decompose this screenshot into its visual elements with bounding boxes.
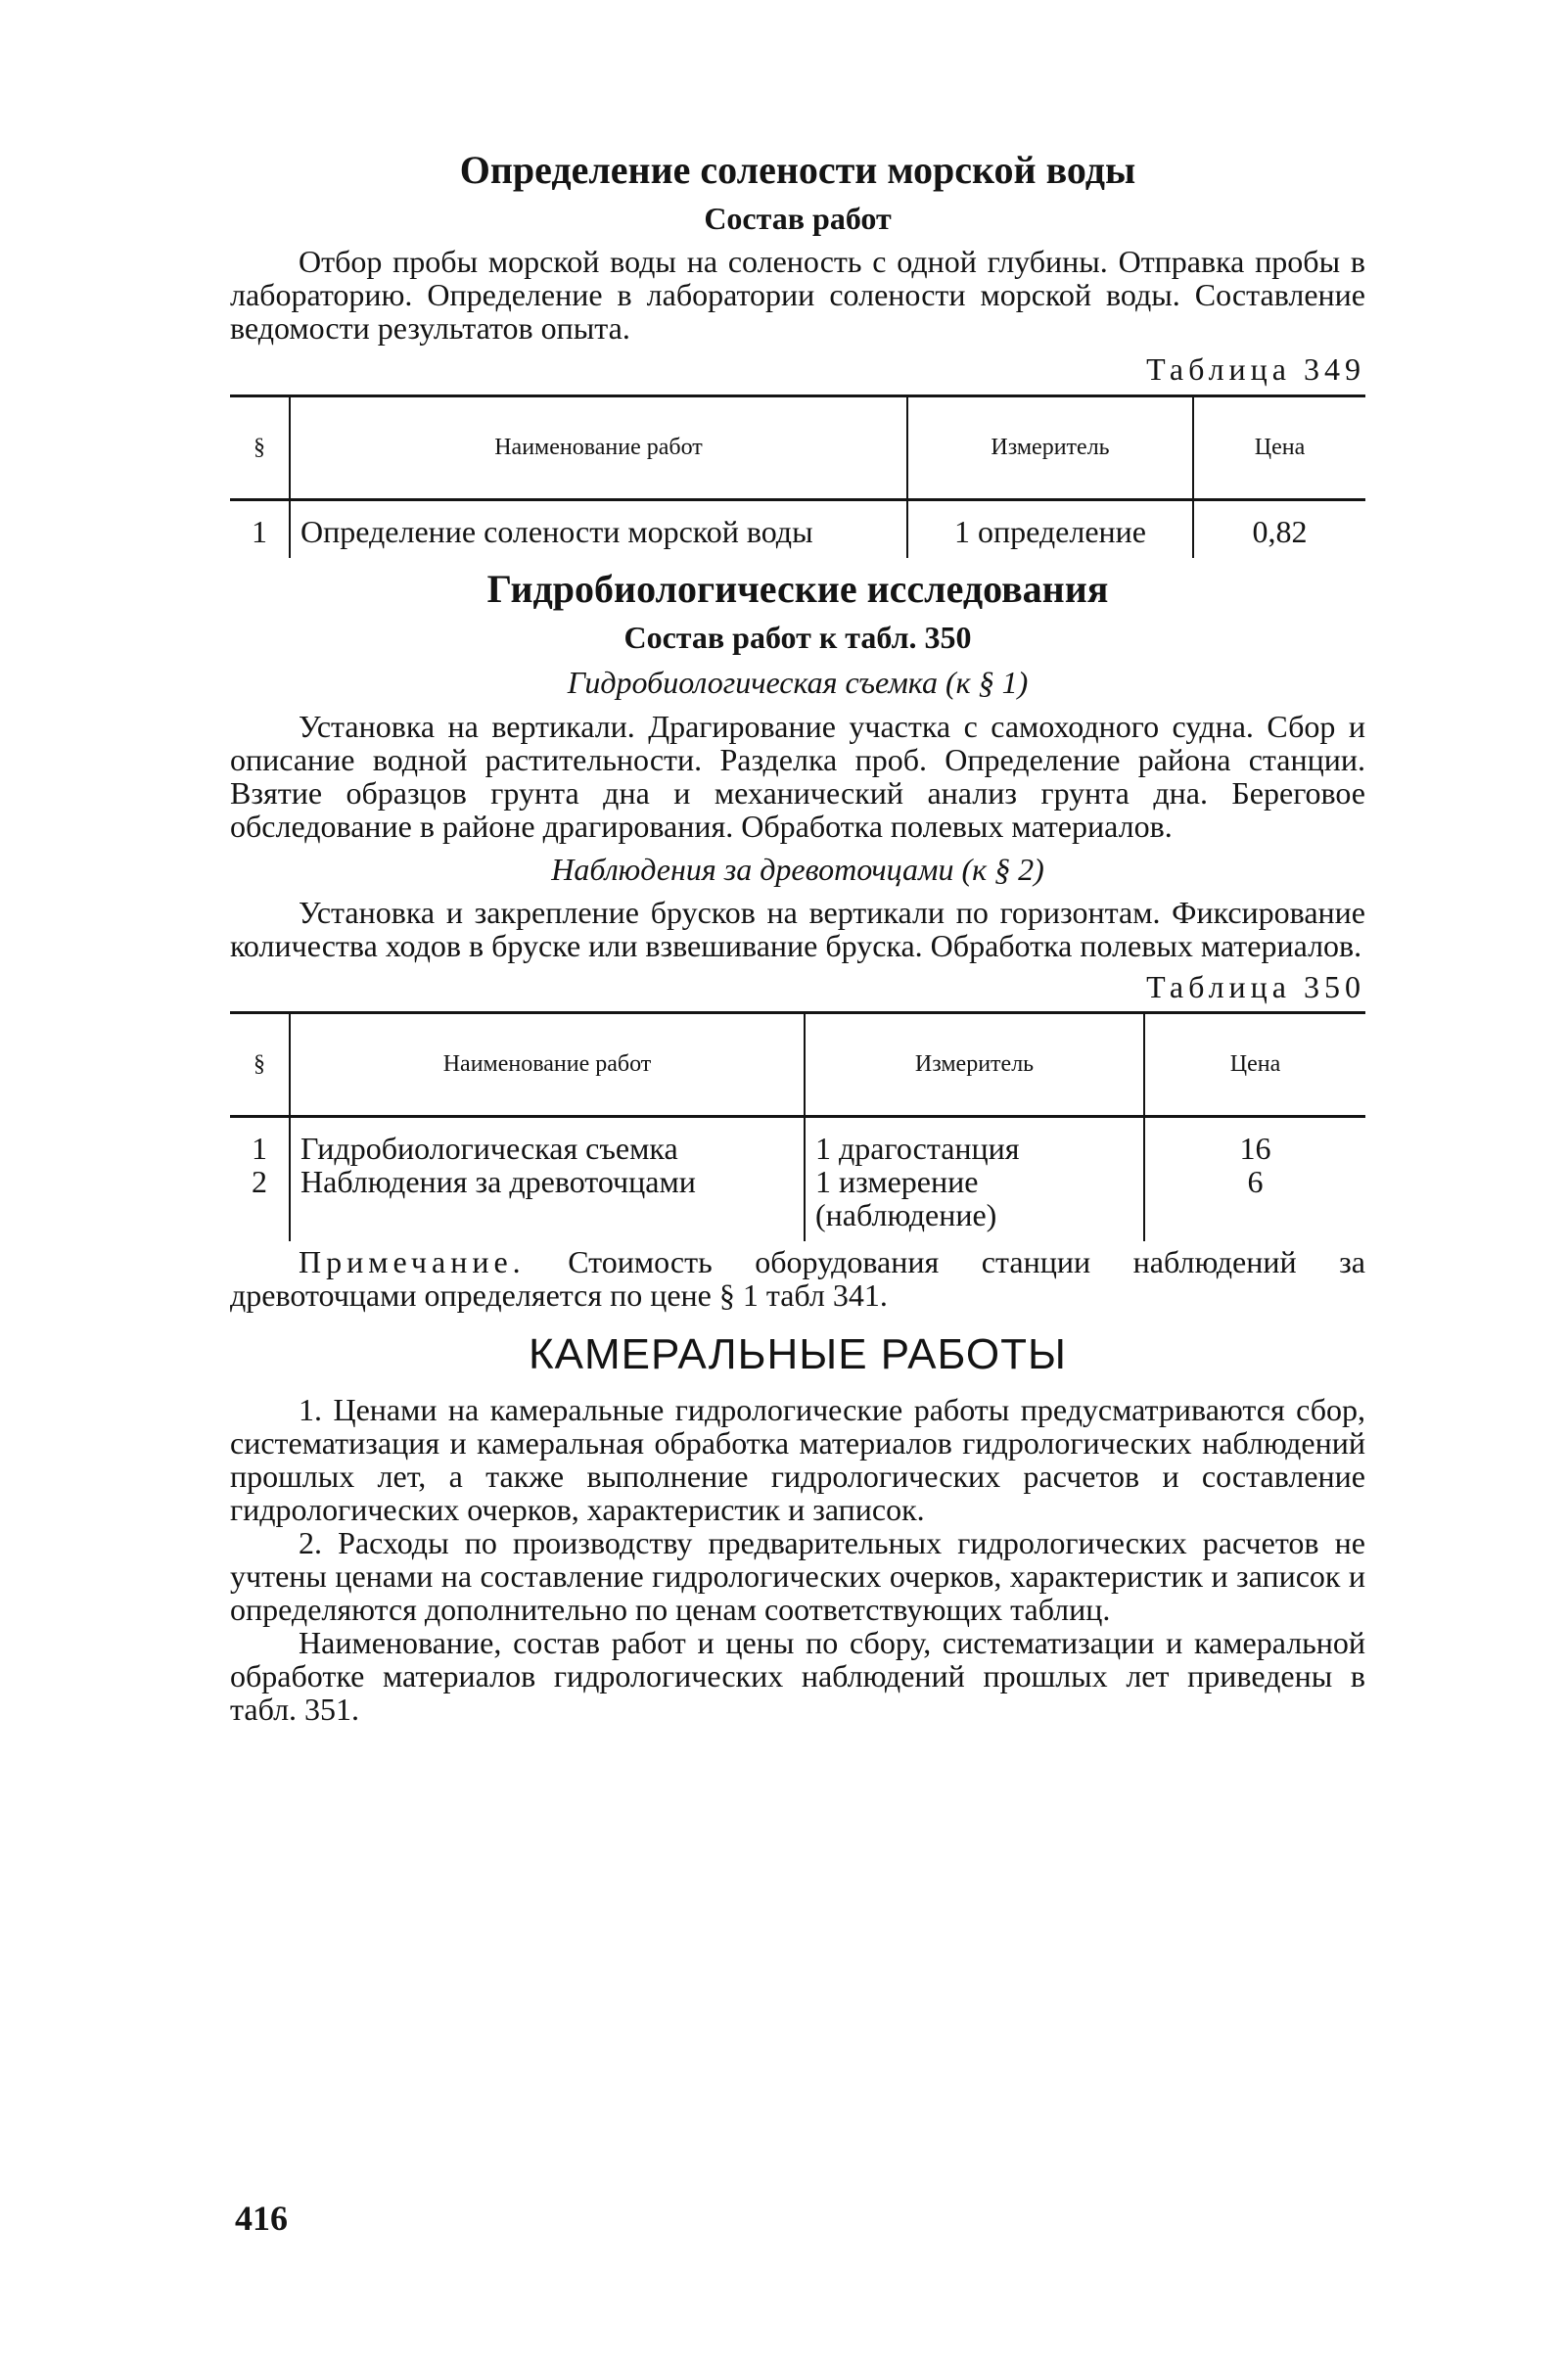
row-unit: 1 драгостанция	[805, 1117, 1144, 1166]
survey-description: Установка на вертикали. Драгирование участка с самоходного судна. Сбор и описание водной растительности. Разделка проб. Определение района станции. Взятие образцов грунта дна и механический анализ грунта дна. Береговое обследование в районе драгирования. Обработка полевых материалов.	[230, 708, 1365, 844]
salinity-description: Отбор пробы морской воды на соленость с одной глубины. Отправка пробы в лабораторию. Определение в лаборатории солености морской воды. Составление ведомости результатов опыта.	[230, 244, 1365, 347]
section-subtitle-works: Состав работ	[704, 201, 892, 236]
table-header-row	[230, 1013, 1365, 1117]
row-number: 1	[252, 1131, 267, 1167]
office-works-paragraph-3: Наименование, состав работ и цены по сбору, систематизации и камеральной обработке материалов гидрологических наблюдений прошлых лет приведены в табл. 351.	[230, 1625, 1365, 1728]
row-unit: 1 определение	[907, 499, 1193, 558]
col-header-section: §	[230, 1013, 290, 1117]
table-row	[230, 1165, 1365, 1241]
section-subtitle-works-350: Состав работ к табл. 350	[623, 619, 972, 655]
col-header-price: Цена	[1144, 1013, 1365, 1117]
table-note	[230, 1245, 1365, 1312]
row-number: 2	[252, 1164, 267, 1200]
row-name: Гидробиологическая съемка	[290, 1117, 805, 1166]
table-row	[230, 499, 1365, 558]
page-content	[230, 147, 1365, 1726]
table-349	[230, 394, 1365, 558]
table-label-349: Таблица 349	[1146, 351, 1365, 388]
note-text: Стоимость оборудования станции наблюдений за древоточцами определяется по цене § 1 табл 341.	[230, 1244, 1365, 1314]
section-title-hydrobiology: Гидробиологические исследования	[486, 566, 1109, 611]
row-price: 6	[1144, 1165, 1365, 1241]
table-label-350: Таблица 350	[1146, 968, 1365, 1004]
row-price: 0,82	[1193, 499, 1365, 558]
row-price: 16	[1144, 1117, 1365, 1166]
office-works-paragraph-2: 2. Расходы по производству предварительных гидрологических расчетов не учтены ценами на составление гидрологических очерков, характеристик и записок и определяются дополнительно по ценам соответствующих таблиц.	[230, 1525, 1365, 1628]
row-name: Определение солености морской воды	[290, 499, 907, 558]
row-unit: 1 измерение (наблюдение)	[805, 1165, 1144, 1241]
row-number: 1	[252, 513, 267, 549]
section-title-office-works: КАМЕРАЛЬНЫЕ РАБОТЫ	[529, 1330, 1067, 1379]
note-label: Примечание.	[299, 1244, 526, 1280]
col-header-section: §	[230, 395, 290, 499]
subsection-title-borers: Наблюдения за древоточцами (к § 2)	[551, 851, 1044, 887]
page-number: 416	[235, 2199, 288, 2238]
row-name: Наблюдения за древоточцами	[290, 1165, 805, 1241]
borers-description: Установка и закрепление брусков на вертикали по горизонтам. Фиксирование количества ходов в бруске или взвешивание бруска. Обработка полевых материалов.	[230, 894, 1365, 963]
col-header-unit: Измеритель	[805, 1013, 1144, 1117]
subsection-title-survey: Гидробиологическая съемка (к § 1)	[567, 665, 1029, 701]
col-header-name: Наименование работ	[290, 395, 907, 499]
table-350	[230, 1011, 1365, 1241]
office-works-paragraph-1: 1. Ценами на камеральные гидрологические работы предусматриваются сбор, систематизация и камеральная обработка материалов гидрологических наблюдений прошлых лет, а также выполнение гидрологических расчетов и составление гидрологических очерков, характеристик и записок.	[230, 1392, 1365, 1528]
col-header-unit: Измеритель	[907, 395, 1193, 499]
table-header-row	[230, 395, 1365, 499]
col-header-price: Цена	[1193, 395, 1365, 499]
section-title-salinity: Определение солености морской воды	[459, 148, 1136, 192]
col-header-name: Наименование работ	[290, 1013, 805, 1117]
table-row	[230, 1117, 1365, 1166]
